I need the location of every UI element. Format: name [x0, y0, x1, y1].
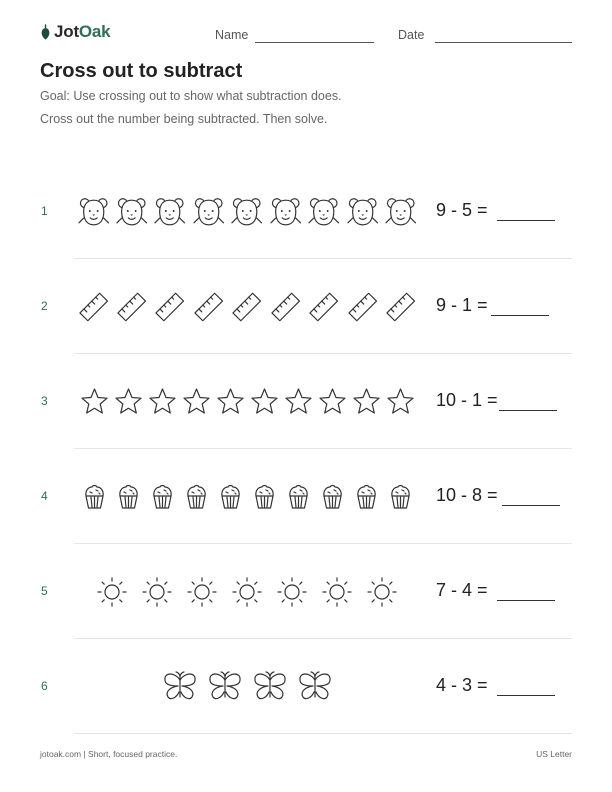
cupcake-icon[interactable] — [182, 482, 211, 511]
problem-expression — [436, 200, 555, 221]
butterfly-icon[interactable] — [295, 670, 335, 704]
expression-text: 7 - 4 = — [436, 580, 488, 600]
sun-icon[interactable] — [92, 574, 132, 610]
butterfly-icon[interactable] — [160, 670, 200, 704]
answer-blank[interactable] — [499, 392, 557, 411]
cupcake-icon[interactable] — [216, 482, 245, 511]
problem-row — [0, 259, 612, 354]
problem-number: 1 — [41, 204, 48, 218]
brand-name-jot: Jot — [54, 22, 79, 41]
answer-blank[interactable] — [491, 297, 549, 316]
picture-group — [74, 544, 420, 639]
ruler-icon[interactable] — [115, 291, 148, 323]
ruler-icon[interactable] — [230, 291, 263, 323]
bear-icon[interactable] — [269, 196, 302, 228]
row-divider — [74, 733, 572, 734]
expression-text: 9 - 1 = — [436, 295, 488, 315]
answer-blank[interactable] — [497, 202, 555, 221]
problem-row — [0, 639, 612, 734]
problem-expression — [436, 675, 555, 696]
ruler-icon[interactable] — [307, 291, 340, 323]
date-field[interactable] — [435, 42, 572, 43]
brand-logo — [40, 22, 110, 42]
star-icon[interactable] — [284, 387, 313, 416]
answer-blank[interactable] — [497, 677, 555, 696]
answer-blank[interactable] — [502, 487, 560, 506]
cupcake-icon[interactable] — [386, 482, 415, 511]
paper-size-label: US Letter — [536, 749, 572, 759]
problem-expression — [436, 580, 555, 601]
problem-row — [0, 164, 612, 259]
problem-row — [0, 449, 612, 544]
footer-text: jotoak.com | Short, focused practice. — [40, 749, 178, 759]
bear-icon[interactable] — [115, 196, 148, 228]
problem-row — [0, 354, 612, 449]
ruler-icon[interactable] — [346, 291, 379, 323]
star-icon[interactable] — [386, 387, 415, 416]
bear-icon[interactable] — [153, 196, 186, 228]
star-icon[interactable] — [80, 387, 109, 416]
cupcake-icon[interactable] — [352, 482, 381, 511]
star-icon[interactable] — [250, 387, 279, 416]
problem-expression — [436, 295, 549, 316]
brand-name-oak: Oak — [78, 22, 111, 41]
ruler-icon[interactable] — [77, 291, 110, 323]
sun-icon[interactable] — [227, 574, 267, 610]
name-field[interactable] — [255, 42, 374, 43]
sun-icon[interactable] — [272, 574, 312, 610]
picture-group — [74, 164, 420, 259]
acorn-icon — [40, 24, 51, 40]
bear-icon[interactable] — [346, 196, 379, 228]
ruler-icon[interactable] — [269, 291, 302, 323]
expression-text: 9 - 5 = — [436, 200, 488, 220]
problem-number: 2 — [41, 299, 48, 313]
goal-text: Goal: Use crossing out to show what subtraction does. — [40, 89, 342, 103]
page-title: Cross out to subtract — [40, 60, 243, 82]
problem-number: 3 — [41, 394, 48, 408]
star-icon[interactable] — [352, 387, 381, 416]
name-label: Name — [215, 28, 249, 42]
bear-icon[interactable] — [192, 196, 225, 228]
bear-icon[interactable] — [230, 196, 263, 228]
picture-group — [74, 639, 420, 734]
star-icon[interactable] — [182, 387, 211, 416]
cupcake-icon[interactable] — [250, 482, 279, 511]
star-icon[interactable] — [148, 387, 177, 416]
sun-icon[interactable] — [137, 574, 177, 610]
bear-icon[interactable] — [77, 196, 110, 228]
date-label: Date — [398, 28, 425, 42]
page-header — [40, 20, 572, 50]
bear-icon[interactable] — [307, 196, 340, 228]
star-icon[interactable] — [216, 387, 245, 416]
brand-name — [54, 22, 110, 42]
cupcake-icon[interactable] — [284, 482, 313, 511]
star-icon[interactable] — [318, 387, 347, 416]
cupcake-icon[interactable] — [114, 482, 143, 511]
problem-expression — [436, 390, 557, 411]
instructions-text: Cross out the number being subtracted. Then solve. — [40, 112, 328, 126]
picture-group — [74, 449, 420, 544]
picture-group — [74, 259, 420, 354]
problem-expression — [436, 485, 560, 506]
cupcake-icon[interactable] — [80, 482, 109, 511]
bear-icon[interactable] — [384, 196, 417, 228]
problem-row — [0, 544, 612, 639]
problem-number: 4 — [41, 489, 48, 503]
sun-icon[interactable] — [362, 574, 402, 610]
sun-icon[interactable] — [182, 574, 222, 610]
butterfly-icon[interactable] — [205, 670, 245, 704]
picture-group — [74, 354, 420, 449]
sun-icon[interactable] — [317, 574, 357, 610]
cupcake-icon[interactable] — [318, 482, 347, 511]
expression-text: 4 - 3 = — [436, 675, 488, 695]
problem-number: 5 — [41, 584, 48, 598]
star-icon[interactable] — [114, 387, 143, 416]
expression-text: 10 - 1 = — [436, 390, 498, 410]
expression-text: 10 - 8 = — [436, 485, 498, 505]
answer-blank[interactable] — [497, 582, 555, 601]
ruler-icon[interactable] — [384, 291, 417, 323]
ruler-icon[interactable] — [153, 291, 186, 323]
butterfly-icon[interactable] — [250, 670, 290, 704]
ruler-icon[interactable] — [192, 291, 225, 323]
problem-number: 6 — [41, 679, 48, 693]
cupcake-icon[interactable] — [148, 482, 177, 511]
